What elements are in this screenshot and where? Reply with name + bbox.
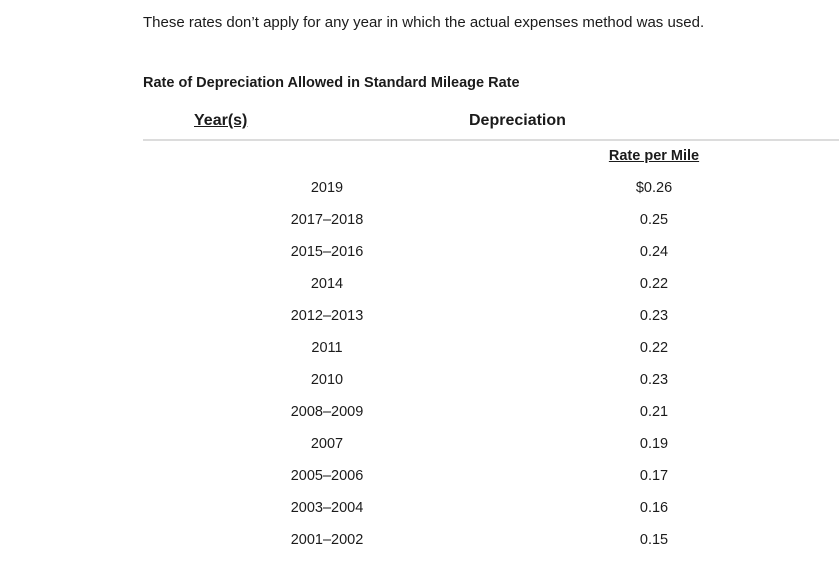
table-row [0,172,839,204]
year-cell: 2017–2018 [290,212,364,228]
table-row [0,300,839,332]
year-cell: 2011 [311,340,343,356]
table-row [0,460,839,492]
year-cell: 2007 [310,436,344,452]
year-cell: 2015–2016 [290,244,364,260]
table-row [0,204,839,236]
table-row [0,236,839,268]
rate-cell: 0.25 [639,212,669,228]
year-cell: 2010 [310,372,344,388]
intro-paragraph: These rates don’t apply for any year in which the actual expenses method was used. [143,14,705,31]
rate-cell: 0.15 [639,532,669,548]
table-row [0,428,839,460]
year-cell: 2005–2006 [290,468,364,484]
table-row [0,268,839,300]
rate-cell: 0.22 [639,340,669,356]
year-cell: 2012–2013 [290,308,364,324]
table-row [0,332,839,364]
year-cell: 2014 [310,276,344,292]
column-header-years: Year(s) [194,112,248,129]
rate-cell: $0.26 [635,180,673,196]
rate-cell: 0.17 [639,468,669,484]
table-row [0,364,839,396]
table-body [0,172,839,556]
year-cell: 2008–2009 [290,404,364,420]
table-row [0,524,839,556]
rate-cell: 0.23 [639,372,669,388]
rate-cell: 0.16 [639,500,669,516]
rate-cell: 0.21 [639,404,669,420]
table-title: Rate of Depreciation Allowed in Standard Mileage Rate [143,75,520,91]
year-cell: 2003–2004 [290,500,364,516]
table-row [0,492,839,524]
table-row [0,396,839,428]
year-cell: 2001–2002 [290,532,364,548]
rate-cell: 0.19 [639,436,669,452]
column-header-depreciation: Depreciation [469,112,566,129]
rate-cell: 0.24 [639,244,669,260]
header-divider [143,139,839,141]
rate-cell: 0.23 [639,308,669,324]
year-cell: 2019 [310,180,344,196]
rate-cell: 0.22 [639,276,669,292]
column-subheader-rate-per-mile: Rate per Mile [608,148,700,164]
